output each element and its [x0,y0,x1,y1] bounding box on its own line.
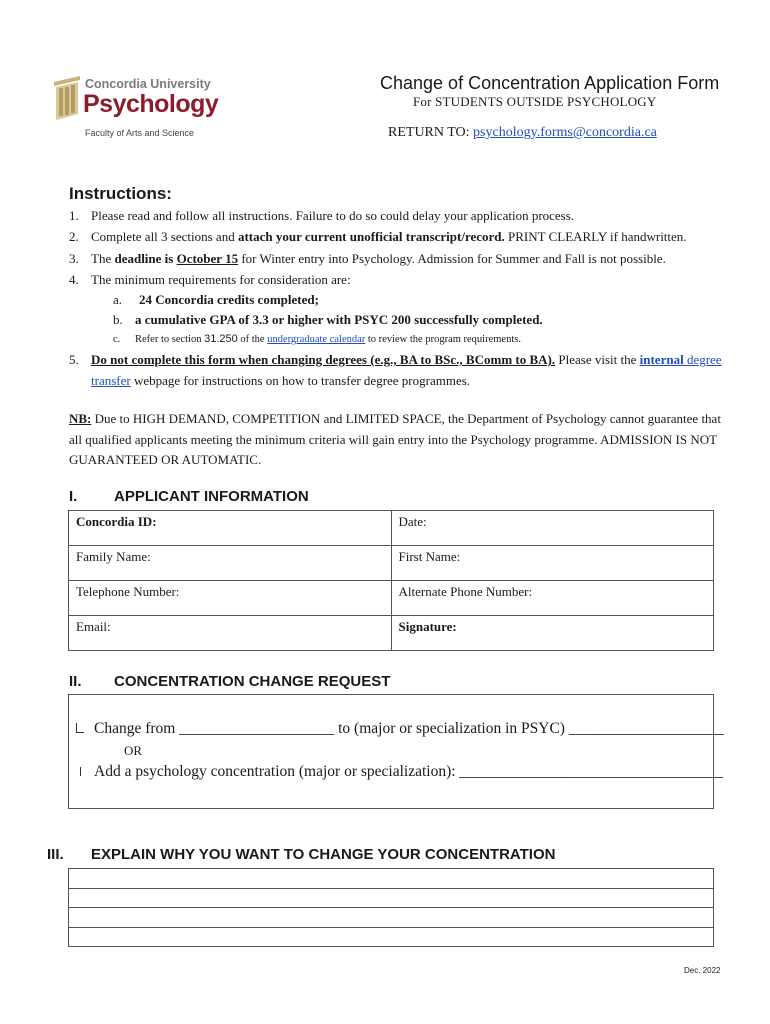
family-name-field[interactable]: Family Name: [69,546,392,581]
concentration-change-box [68,694,714,809]
concordia-logo-icon [52,76,82,120]
first-name-field[interactable]: First Name: [391,546,714,581]
internal-degree-transfer-link-2[interactable]: degree [683,352,722,367]
revision-date: Dec. 2022 [684,966,721,975]
return-to [388,125,657,141]
concordia-psychology-logo [52,74,252,144]
explanation-line[interactable] [69,888,714,908]
section-1-heading: I. APPLICANT INFORMATION [69,488,309,505]
return-label: RETURN TO: [388,125,470,140]
or-label: OR [124,743,143,758]
logo-university-name: Concordia University [85,77,211,91]
logo-faculty-name: Faculty of Arts and Science [85,128,195,138]
add-concentration-checkbox[interactable] [80,767,84,776]
concordia-id-field[interactable]: Concordia ID: [69,511,392,546]
requirement-b: b. a cumulative GPA of 3.3 or higher with PSYC 200 successfully completed. [113,312,543,327]
explanation-lines-table[interactable] [68,868,714,947]
instruction-item-2: 2. Complete all 3 sections and attach your current unofficial transcript/record. PRINT CLEARLY if handwritten. [69,229,687,244]
applicant-info-table [68,510,714,651]
email-field[interactable]: Email: [69,616,392,651]
change-from-option[interactable]: Change from ____________________ to (major or specialization in PSYC) ____________________ [76,720,724,738]
instruction-item-4: 4. The minimum requirements for consideration are: [69,272,351,287]
date-field[interactable]: Date: [391,511,714,546]
requirement-a: a. 24 Concordia credits completed; [113,292,319,307]
instruction-item-1: 1. Please read and follow all instructions. Failure to do so could delay your application process. [69,208,575,223]
instructions-heading: Instructions: [69,184,172,203]
undergraduate-calendar-link[interactable]: undergraduate calendar [267,334,366,345]
alternate-phone-field[interactable]: Alternate Phone Number: [391,581,714,616]
instruction-item-5-cont: transfer webpage for instructions on how to transfer degree programmes. [91,373,471,388]
nb-label: NB: [69,411,92,426]
instruction-item-5: 5. Do not complete this form when changing degrees (e.g., BA to BSc., BComm to BA). Please visit the internal degree [69,352,722,367]
return-email-link[interactable]: psychology.forms@concordia.ca [473,125,657,140]
telephone-field[interactable]: Telephone Number: [69,581,392,616]
add-concentration-option[interactable]: Add a psychology concentration (major or specialization): __________________________________ [80,763,723,781]
explanation-line[interactable] [69,927,714,947]
change-from-checkbox[interactable] [76,723,84,733]
nb-note: NB: Due to HIGH DEMAND, COMPETITION and LIMITED SPACE, the Department of Psychology cannot guarantee that all qualified applicants meeting the minimum criteria will gain entry into the Psychology programme. ADMISSION IS NOT GUARANTEED OR AUTOMATIC. [69,411,721,467]
signature-field[interactable]: Signature: [391,616,714,651]
section-2-heading: II. CONCENTRATION CHANGE REQUEST [69,673,391,690]
explanation-line[interactable] [69,869,714,889]
form-subtitle: For STUDENTS OUTSIDE PSYCHOLOGY [413,94,657,109]
explanation-line[interactable] [69,908,714,928]
section-3-heading: III. EXPLAIN WHY YOU WANT TO CHANGE YOUR CONCENTRATION [47,846,556,863]
instruction-item-3: 3. The deadline is October 15 for Winter entry into Psychology. Admission for Summer and Fall is not possible. [69,251,666,266]
logo-department-name: Psychology [83,90,219,118]
degree-transfer-link[interactable]: transfer [91,373,131,388]
requirement-c: c. Refer to section 31.250 of the undergraduate calendar to review the program requirements. [113,333,521,345]
internal-degree-transfer-link[interactable]: internal [639,352,684,367]
form-title: Change of Concentration Application Form [380,73,720,93]
